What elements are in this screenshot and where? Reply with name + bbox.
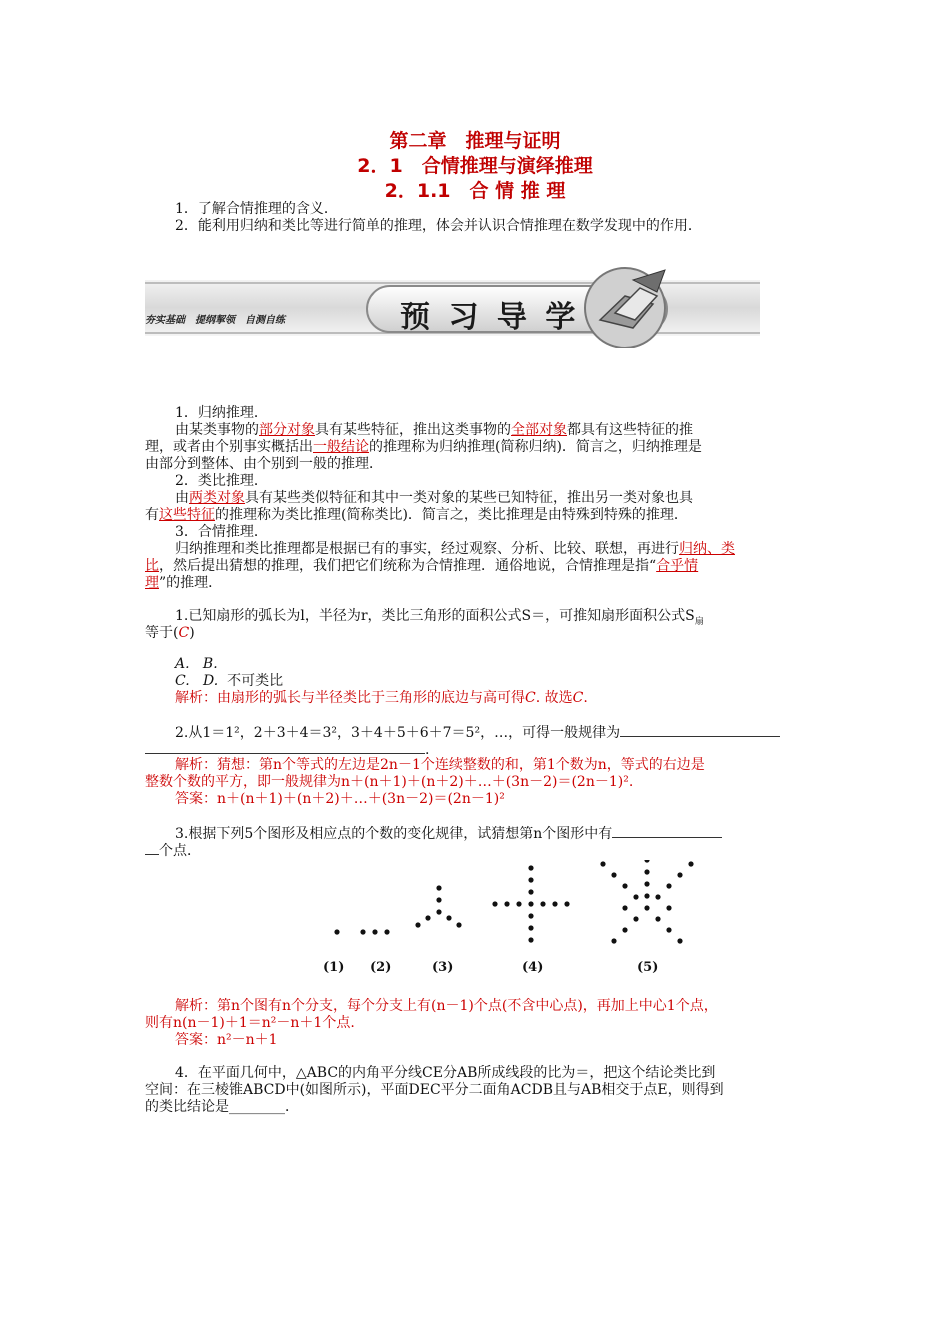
fig5-dot	[622, 927, 627, 932]
fig5-dot	[644, 860, 649, 863]
fig5-dot	[666, 905, 671, 910]
fig3-dot	[436, 909, 441, 914]
q3-explanation-1: 解析：第n个图有n个分支，每个分支上有(n－1)个点(不含中心点)，再加上中心1个点，	[175, 998, 718, 1014]
q2-answer: 答案：n＋(n＋1)＋(n＋2)＋…＋(3n－2)＝(2n－1)²	[175, 791, 505, 807]
fig4-dot	[492, 901, 497, 906]
fig4-dot	[516, 901, 521, 906]
fig-label-2: (2)	[370, 960, 392, 975]
fig5-dot	[644, 881, 649, 886]
fig5-dot	[666, 883, 671, 888]
q2-explanation-1: 解析：猜想：第n个等式的左边是2n－1个连续整数的和，第1个数为n，等式的右边是	[175, 757, 705, 773]
fig3-dot	[436, 897, 441, 902]
fig5-dot	[644, 905, 649, 910]
fig3-dot	[425, 915, 430, 920]
sec3-heading: 3．合情推理．	[175, 524, 268, 540]
fig4-dot	[564, 901, 569, 906]
fig-label-5: (5)	[637, 960, 659, 975]
q4-line3: 的类比结论是________．	[145, 1099, 299, 1115]
banner-tags: 夯实基础 提纲挈领 自测自练	[145, 315, 285, 326]
fig2-dot	[372, 929, 377, 934]
sec1-line1: 由某类事物的部分对象具有某些特征，推出这类事物的全部对象都具有这些特征的推	[175, 422, 693, 438]
sec1-line2: 理，或者由个别事实概括出一般结论的推理称为归纳推理(简称归纳)．简言之，归纳推理是	[145, 439, 702, 455]
q4-line1: 4．在平面几何中，△ABC的内角平分线CE分AB所成线段的比为＝，把这个结论类比到	[175, 1065, 716, 1081]
fig5-dot	[622, 883, 627, 888]
q2-stem: 2.从1＝1²，2＋3＋4＝3²，3＋4＋5＋6＋7＝5²，…，可得一般规律为	[175, 723, 780, 742]
fig4-dot	[528, 925, 533, 930]
fig4-dot	[528, 877, 533, 882]
fig5-dot	[655, 916, 660, 921]
fig3-dot	[446, 915, 451, 920]
fig5-dot	[688, 861, 693, 866]
fig5-dot	[611, 872, 616, 877]
fig-label-3: (3)	[432, 960, 454, 975]
fig-label-4: (4)	[522, 960, 544, 975]
sec3-line2: 比，然后提出猜想的推理，我们把它们统称为合情推理．通俗地说，合情推理是指“合乎情	[145, 558, 699, 574]
q3-stem: 3.根据下列5个图形及相应点的个数的变化规律，试猜想第n个图形中有	[175, 824, 722, 843]
q1-explanation: 解析：由扇形的弧长与半径类比于三角形的底边与高可得C. 故选C.	[175, 690, 588, 706]
sec3-line1: 归纳推理和类比推理都是根据已有的事实，经过观察、分析、比较、联想，再进行归纳、类	[175, 541, 735, 557]
fig3-dot	[456, 922, 461, 927]
subsection-title: 2．1.1 合 情 推 理	[384, 180, 566, 202]
q1-options-ab: A. B.	[175, 656, 218, 672]
sec3-line3: 理”的推理．	[145, 575, 223, 591]
fig4-dot	[528, 937, 533, 942]
sec1-heading: 1．归纳推理．	[175, 405, 268, 421]
fig4-dot	[552, 901, 557, 906]
objective-1: 1．了解合情推理的含义．	[175, 201, 338, 217]
q2-blank-line: .	[145, 740, 429, 759]
fig4-dot	[528, 865, 533, 870]
fig5-dot	[677, 872, 682, 877]
fig5-dot	[666, 927, 671, 932]
dot-pattern-figure	[315, 860, 695, 980]
q3-stem-2: 个点．	[145, 841, 201, 860]
preview-banner	[145, 258, 760, 348]
q3-explanation-2: 则有n(n－1)＋1＝n²－n＋1个点.	[145, 1015, 355, 1031]
sec2-line1: 由两类对象具有某些类似特征和其中一类对象的某些已知特征，推出另一类对象也具	[175, 490, 693, 506]
fig4-dot	[528, 901, 533, 906]
objective-2: 2．能利用归纳和类比等进行简单的推理，体会并认识合情推理在数学发现中的作用．	[175, 218, 702, 234]
fig5-dot	[677, 938, 682, 943]
fig1-dot	[334, 929, 339, 934]
fig5-dot	[600, 861, 605, 866]
sec2-line2: 有这些特征的推理称为类比推理(简称类比)．简言之，类比推理是由特殊到特殊的推理．	[145, 507, 688, 523]
sec1-line3: 由部分到整体、由个别到一般的推理．	[145, 456, 383, 472]
q1-options-cd: C. D. 不可类比	[175, 673, 284, 689]
q4-line2: 空间：在三棱锥ABCD中(如图所示)，平面DEC平分二面角ACDB且与AB相交于点E，则得到	[145, 1082, 724, 1098]
fig5-dot	[622, 905, 627, 910]
fig5-dot	[611, 938, 616, 943]
fig4-dot	[540, 901, 545, 906]
fig2-dot	[384, 929, 389, 934]
book-icon	[585, 268, 665, 348]
fig5-dot	[633, 894, 638, 899]
fig4-dot	[504, 901, 509, 906]
fig4-dot	[528, 913, 533, 918]
chapter-title: 第二章 推理与证明	[389, 130, 561, 152]
fig4-dot	[528, 889, 533, 894]
q1-stem-2: 等于(C)	[145, 625, 195, 641]
fig-label-1: (1)	[323, 960, 345, 975]
fig5-dot	[655, 894, 660, 899]
q1-stem: 1.已知扇形的弧长为l，半径为r，类比三角形的面积公式S＝，可推知扇形面积公式$S_扇$	[175, 608, 704, 627]
fig3-dot	[415, 922, 420, 927]
sec2-heading: 2．类比推理．	[175, 473, 268, 489]
fig5-dot	[644, 893, 649, 898]
fig5-dot	[644, 869, 649, 874]
section-title: 2．1 合情推理与演绎推理	[357, 155, 593, 177]
fig3-dot	[436, 885, 441, 890]
fig5-dot	[633, 916, 638, 921]
q2-explanation-2: 整数个数的平方，即一般规律为n＋(n＋1)＋(n＋2)＋…＋(3n－2)＝(2n－1)².	[145, 774, 634, 790]
fig2-dot	[360, 929, 365, 934]
q3-answer: 答案：n²－n＋1	[175, 1032, 278, 1048]
banner-title: 预 习 导 学	[400, 300, 580, 335]
